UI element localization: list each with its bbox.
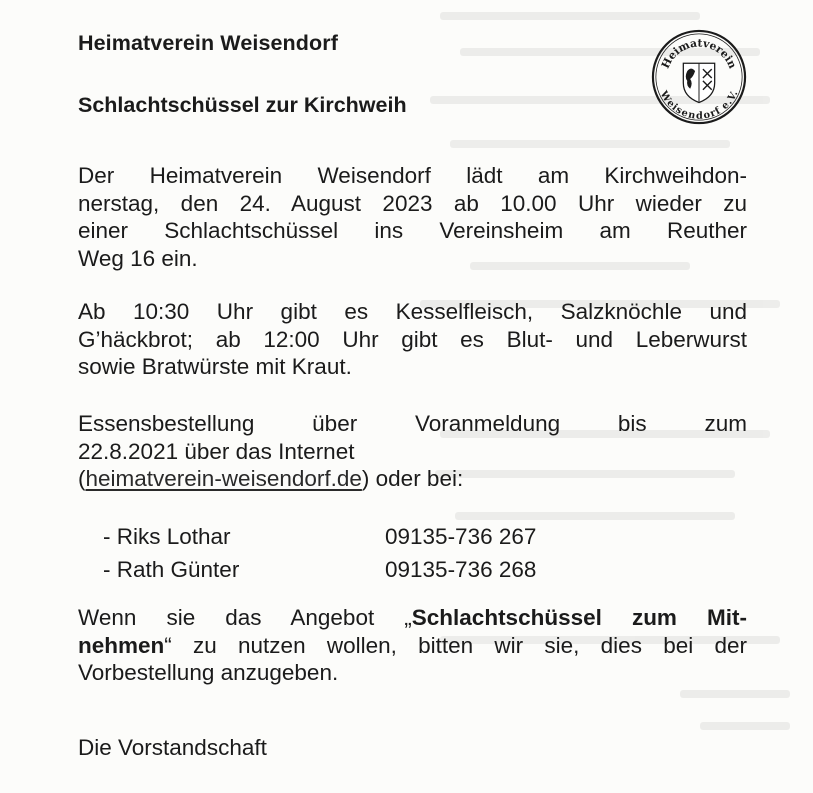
takeaway-offer-name: nehmen bbox=[78, 632, 165, 658]
contact-row bbox=[103, 556, 536, 584]
takeaway-text: “ zu nutzen wollen, bitten wir sie, dies bei der bbox=[164, 632, 747, 658]
seal-bottom-text: Weisendorf e.V. bbox=[657, 89, 741, 122]
menu-line: G’häckbrot; ab 12:00 Uhr gibt es Blut- und Leberwurst bbox=[78, 326, 747, 352]
intro-line: nerstag, den 24. August 2023 ab 10.00 Uhr wieder zu bbox=[78, 190, 747, 216]
takeaway-line: Vorbestellung anzugeben. bbox=[78, 660, 339, 685]
takeaway-text: Wenn sie das Angebot „ bbox=[78, 605, 412, 630]
order-line: 22.8.2021 über das Internet bbox=[78, 438, 355, 464]
organization-title: Heimatverein Weisendorf bbox=[78, 31, 338, 55]
intro-paragraph bbox=[78, 162, 747, 272]
coat-of-arms-icon bbox=[683, 63, 714, 102]
intro-line: Weg 16 ein. bbox=[78, 245, 198, 271]
takeaway-line bbox=[78, 604, 747, 632]
intro-line: Der Heimatverein Weisendorf lädt am Kirchweihdon- bbox=[78, 163, 747, 188]
intro-line: einer Schlachtschüssel ins Vereinsheim am Reuther bbox=[78, 218, 747, 243]
menu-paragraph bbox=[78, 298, 747, 381]
contact-name: - Riks Lothar bbox=[103, 524, 231, 549]
open-paren: ( bbox=[78, 466, 86, 491]
menu-line: sowie Bratwürste mit Kraut. bbox=[78, 354, 352, 379]
takeaway-line bbox=[78, 632, 747, 660]
takeaway-paragraph bbox=[78, 604, 747, 687]
takeaway-offer-name: Schlachtschüssel zum Mit- bbox=[411, 605, 747, 630]
order-line-tail: ) oder bei: bbox=[361, 466, 464, 491]
club-seal bbox=[650, 28, 748, 126]
website-link[interactable]: heimatverein-weisendorf.de bbox=[85, 466, 362, 491]
contact-phone: 09135-736 268 bbox=[385, 557, 537, 582]
order-paragraph bbox=[78, 410, 747, 493]
menu-line: Ab 10:30 Uhr gibt es Kesselfleisch, Salzknöchle und bbox=[78, 299, 747, 324]
contact-row bbox=[103, 523, 536, 551]
order-line bbox=[78, 465, 747, 493]
signature: Die Vorstandschaft bbox=[78, 735, 267, 760]
seal-top-text: Heimatverein bbox=[658, 36, 740, 71]
order-line: Essensbestellung über Voranmeldung bis zum bbox=[78, 411, 747, 436]
event-title: Schlachtschüssel zur Kirchweih bbox=[78, 93, 407, 117]
contact-name: - Rath Günter bbox=[103, 557, 240, 582]
contact-phone: 09135-736 267 bbox=[385, 524, 537, 549]
